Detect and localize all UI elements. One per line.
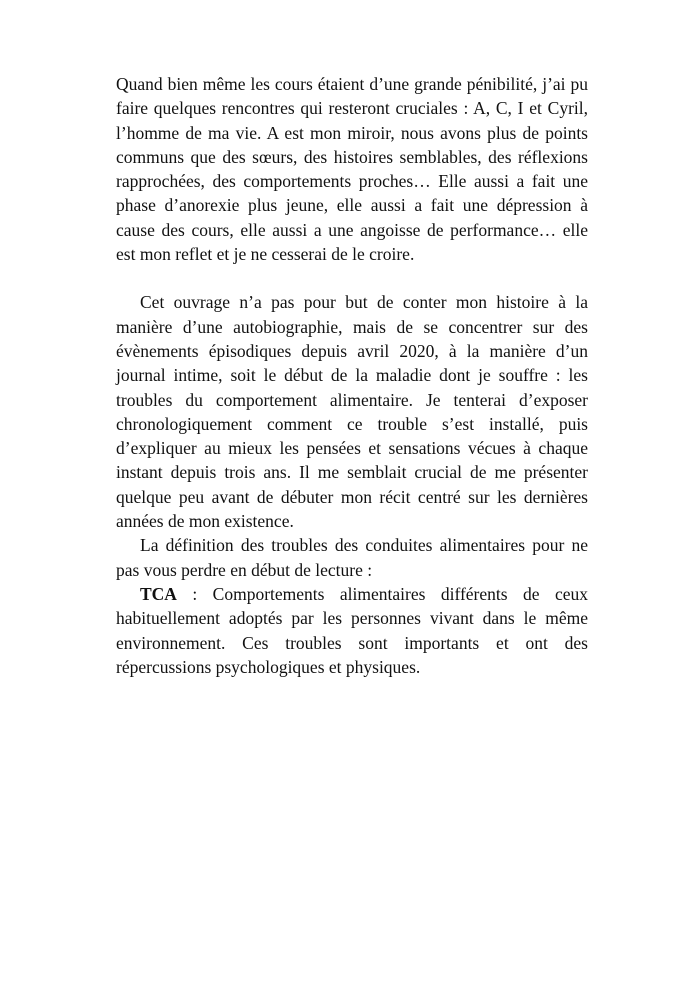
- paragraph-encounters: Quand bien même les cours étaient d’une grande pénibilité, j’ai pu faire quelques rencontres qui resteront cruciales : A, C, I et Cyril, l’homme de ma vie. A est mon miroir, nous avons plus de points communs que des sœurs, des histoires semblables, des réflexions rapprochées, des comportements proches… Elle aussi a fait une phase d’anorexie plus jeune, elle aussi a fait une dépression à cause des cours, elle aussi a une angoisse de performance… elle est mon reflet et je ne cesserai de le croire.: [116, 74, 588, 265]
- definition-entry: [116, 582, 588, 679]
- definition-separator: :: [176, 583, 213, 604]
- definition-term: TCA: [140, 583, 177, 604]
- document-page: [116, 72, 588, 679]
- paragraph-definition-intro: La définition des troubles des conduites alimentaires pour ne pas vous perdre en début de lecture :: [116, 535, 588, 580]
- paragraph-book-purpose: Cet ouvrage n’a pas pour but de conter mon histoire à la manière d’une autobiographie, mais de se concentrer sur des évènements épisodiques depuis avril 2020, à la manière d’un journal intime, soit le début de la maladie dont je souffre : les troubles du comportement alimentaire. Je tenterai d’exposer chronologiquement comment ce trouble s’est installé, puis d’expliquer au mieux les pensées et sensations vécues à chaque instant depuis trois ans. Il me semblait crucial de me présenter quelque peu avant de débuter mon récit centré sur les dernières années de mon existence.: [116, 292, 588, 532]
- definition-text: Comportements alimentaires différents de ceux habituellement adoptés par les personnes vivant dans le même environnement. Ces troubles sont importants et ont des répercussions psychologiques et physiques.: [116, 583, 588, 677]
